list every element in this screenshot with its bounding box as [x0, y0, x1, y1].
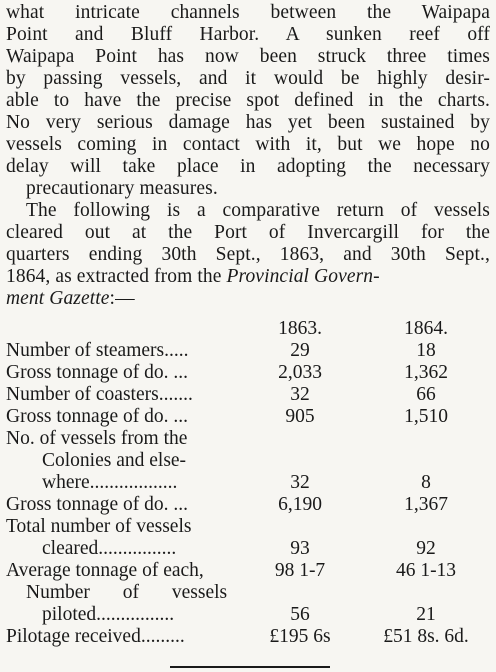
column-header-1864: 1864.: [404, 318, 448, 339]
value-1863: 32: [290, 472, 310, 493]
row-label: Number of vessels: [26, 582, 228, 603]
value-1864: 1,362: [404, 362, 448, 383]
value-1864: 18: [416, 340, 436, 361]
table-row: [6, 516, 488, 538]
table-row: [6, 626, 488, 648]
value-1863: 6,190: [278, 494, 322, 515]
row-label: Total number of vessels: [6, 516, 192, 537]
table-row: [6, 494, 488, 516]
table-row: [6, 340, 488, 362]
table-row: [6, 362, 488, 384]
row-label: cleared................: [42, 538, 177, 559]
value-1864: 46 1-13: [395, 560, 457, 581]
paragraph-1-line-9: precautionary measures.: [26, 178, 218, 199]
value-1863: 2,033: [278, 362, 322, 383]
gazette-title-part-1: Provincial Govern-: [226, 266, 380, 287]
paragraph-2-line-1: The following is a comparative return of vessels: [26, 200, 490, 221]
table-header-row: [6, 318, 488, 340]
row-label: Number of steamers.....: [6, 340, 189, 361]
value-1864: 1,367: [404, 494, 448, 515]
value-1864: 21: [416, 604, 436, 625]
value-1864: 66: [416, 384, 436, 405]
row-label: Colonies and else-: [42, 450, 187, 471]
paragraph-1-line-2: Point and Bluff Harbor. A sunken reef off: [6, 24, 490, 45]
value-1863: 56: [290, 604, 310, 625]
paragraph-1-line-6: No very serious damage has yet been sustained by: [6, 112, 490, 133]
table-row: [6, 538, 488, 560]
paragraph-2-line-3: quarters ending 30th Sept., 1863, and 30th Sept.,: [6, 244, 490, 265]
value-1863: 29: [290, 340, 310, 361]
gazette-title-part-2: ment Gazette: [6, 288, 110, 309]
value-1863: 32: [290, 384, 310, 405]
value-1864: £51 8s. 6d.: [383, 626, 469, 647]
paragraph-1-line-7: vessels coming in contact with it, but we hope no: [6, 134, 490, 155]
value-1864: 92: [416, 538, 436, 559]
row-label: Average tonnage of each,: [6, 560, 204, 581]
closing-rule: [170, 666, 330, 668]
paragraph-2-line-5-text: :—: [109, 288, 135, 309]
table-row: [6, 472, 488, 494]
paragraph-2-line-4-text: 1864, as extracted from the: [6, 266, 227, 287]
row-label: Number of coasters.......: [6, 384, 193, 405]
row-label: Gross tonnage of do. ...: [6, 494, 188, 515]
table-row: [6, 560, 488, 582]
table-row: [6, 384, 488, 406]
value-1863: 905: [285, 406, 315, 427]
value-1863: 98 1-7: [274, 560, 326, 581]
value-1864: 8: [421, 472, 431, 493]
paragraph-1-line-1: what intricate channels between the Waipapa: [6, 2, 490, 23]
table-row: [6, 604, 488, 626]
paragraph-2-line-5: [6, 288, 490, 310]
row-label: No. of vessels from the: [6, 428, 188, 449]
paragraph-2-line-2: cleared out at the Port of Invercargill for the: [6, 222, 490, 243]
paragraph-1-line-8: delay will take place in adopting the necessary: [6, 156, 490, 177]
row-label: Pilotage received.........: [6, 626, 185, 647]
table-row: [6, 582, 488, 604]
table-row: [6, 406, 488, 428]
row-label: piloted................: [42, 604, 175, 625]
value-1863: 93: [290, 538, 310, 559]
paragraph-1-line-3: Waipapa Point has now been struck three times: [6, 46, 490, 67]
table-row: [6, 450, 488, 472]
row-label: Gross tonnage of do. ...: [6, 406, 188, 427]
paragraph-2-line-4: [6, 266, 490, 288]
row-label: Gross tonnage of do. ...: [6, 362, 188, 383]
value-1864: 1,510: [404, 406, 448, 427]
column-header-1863: 1863.: [278, 318, 322, 339]
table-row: [6, 428, 488, 450]
paragraph-1-line-5: able to have the precise spot defined in the charts.: [6, 90, 490, 111]
paragraph-1-line-4: by passing vessels, and it would be highly desir-: [6, 68, 490, 89]
value-1863: £195 6s: [269, 626, 331, 647]
row-label: where..................: [42, 472, 178, 493]
